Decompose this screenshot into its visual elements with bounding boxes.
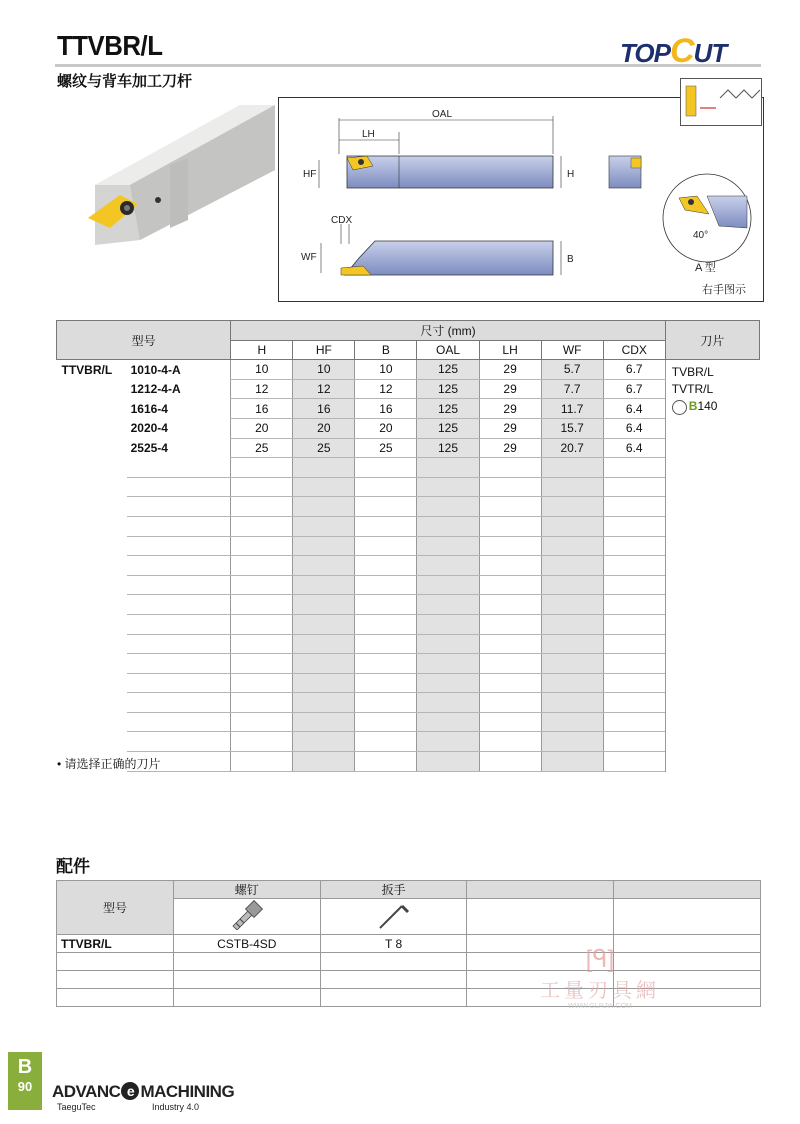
model-code: 1212-4-A	[130, 382, 181, 397]
page-ref-number: 140	[697, 399, 718, 414]
detail-label: A 型	[695, 262, 716, 274]
insert-cell	[665, 360, 759, 771]
screw-icon-cell	[173, 899, 320, 935]
watermark-logo-icon: [ᑫ]	[585, 946, 615, 973]
logo-part-c: C	[669, 32, 694, 70]
cell-oal: 125	[417, 399, 479, 419]
table-row	[57, 673, 760, 693]
table-row	[57, 712, 760, 732]
table-row	[57, 634, 760, 654]
magnifier-icon	[672, 400, 687, 415]
cell-h: 20	[231, 418, 293, 438]
cell-lh: 29	[479, 399, 541, 419]
wrench-icon	[374, 900, 414, 930]
table-row	[57, 458, 760, 478]
cell-wf: 11.7	[541, 399, 603, 419]
right-hand-note: 右手图示	[702, 284, 746, 296]
cell-oal: 125	[417, 418, 479, 438]
table-row	[57, 477, 760, 497]
tool-holder-illustration	[80, 100, 275, 270]
watermark	[540, 945, 660, 1010]
acc-header-empty-1	[467, 881, 614, 899]
advance-machining-brand: ADVANC e MACHINING	[52, 1082, 235, 1101]
insert-selection-note: • 请选择正确的刀片	[57, 757, 161, 771]
cell-cdx: 6.4	[603, 418, 665, 438]
label-wf: WF	[301, 252, 317, 263]
cell-wf: 5.7	[541, 360, 603, 380]
cell-wf: 15.7	[541, 418, 603, 438]
label-angle: 40°	[693, 230, 709, 241]
detail-view-a	[663, 174, 751, 296]
col-header-lh: LH	[479, 340, 541, 360]
section-tab	[8, 1052, 42, 1110]
brand-e-icon: e	[121, 1082, 139, 1100]
col-header-model: 型号	[57, 321, 231, 360]
page-subtitle: 螺纹与背车加工刀杆	[57, 73, 193, 90]
label-lh: LH	[362, 129, 375, 140]
model-code: 2525-4	[130, 440, 168, 455]
label-hf: HF	[303, 169, 317, 180]
end-view-drawing	[609, 156, 641, 188]
cell-b: 20	[355, 418, 417, 438]
table-row	[57, 497, 760, 517]
logo-part-ut: UT	[693, 38, 727, 68]
watermark-text: 工量刃具網	[540, 980, 660, 1002]
cell-hf: 12	[293, 379, 355, 399]
model-prefix: TTVBR/L	[61, 362, 113, 377]
cell-b: 16	[355, 399, 417, 419]
acc-header-empty-2	[614, 881, 761, 899]
side-view-drawing	[301, 215, 574, 275]
label-b: B	[567, 254, 574, 265]
insert-type: TVBR/L	[671, 365, 714, 380]
table-row	[57, 614, 760, 634]
cell-lh: 29	[479, 360, 541, 380]
table-row	[57, 379, 760, 399]
cell-wf: 20.7	[541, 438, 603, 458]
page-number: 90	[17, 1079, 33, 1094]
screw-icon	[227, 900, 267, 930]
brand-company: TaeguTec	[57, 1102, 96, 1112]
col-header-wf: WF	[541, 340, 603, 360]
label-cdx: CDX	[331, 215, 353, 226]
page-ref-letter: B	[688, 399, 698, 414]
table-row	[57, 732, 760, 752]
model-code: 2020-4	[130, 421, 168, 436]
page-reference[interactable]	[672, 398, 760, 415]
cell-b: 25	[355, 438, 417, 458]
cell-hf: 25	[293, 438, 355, 458]
cell-oal: 125	[417, 379, 479, 399]
cell-lh: 29	[479, 438, 541, 458]
cell-lh: 29	[479, 379, 541, 399]
section-letter: B	[17, 1056, 33, 1078]
col-header-h: H	[231, 340, 293, 360]
acc-wrench: T 8	[320, 935, 467, 953]
table-row	[57, 752, 760, 772]
table-row	[57, 595, 760, 615]
cell-lh: 29	[479, 418, 541, 438]
cell-cdx: 6.7	[603, 379, 665, 399]
table-row	[57, 438, 760, 458]
threading-schematic-icon	[680, 78, 762, 126]
col-header-cdx: CDX	[603, 340, 665, 360]
acc-header-model: 型号	[57, 881, 174, 935]
col-header-dimensions: 尺寸 (mm)	[231, 321, 666, 341]
table-row	[57, 693, 760, 713]
insert-type: TVTR/L	[671, 382, 714, 397]
table-row	[57, 556, 760, 576]
spec-table	[56, 320, 760, 772]
acc-header-wrench: 扳手	[320, 881, 467, 899]
cell-h: 25	[231, 438, 293, 458]
table-row	[57, 399, 760, 419]
label-h: H	[567, 169, 575, 180]
table-row	[57, 536, 760, 556]
cell-b: 12	[355, 379, 417, 399]
col-header-b: B	[355, 340, 417, 360]
cell-cdx: 6.4	[603, 438, 665, 458]
col-header-hf: HF	[293, 340, 355, 360]
model-code: 1616-4	[130, 401, 168, 416]
model-code: 1010-4-A	[130, 362, 181, 377]
dimension-diagram	[278, 97, 764, 302]
cell-h: 10	[231, 360, 293, 380]
accessories-title: 配件	[56, 857, 90, 876]
table-row	[57, 418, 760, 438]
acc-header-screw: 螺钉	[173, 881, 320, 899]
col-header-oal: OAL	[417, 340, 479, 360]
cell-hf: 20	[293, 418, 355, 438]
col-header-insert: 刀片	[665, 321, 759, 360]
table-row	[57, 360, 760, 380]
watermark-site: WWW.GLRJW.COM	[568, 1003, 632, 1010]
cell-hf: 10	[293, 360, 355, 380]
brand-tagline: Industry 4.0	[152, 1102, 200, 1112]
wrench-icon-cell	[320, 899, 467, 935]
acc-screw: CSTB-4SD	[173, 935, 320, 953]
cell-hf: 16	[293, 399, 355, 419]
cell-wf: 7.7	[541, 379, 603, 399]
label-oal: OAL	[432, 109, 453, 120]
cell-cdx: 6.4	[603, 399, 665, 419]
topcut-logo	[620, 32, 726, 71]
acc-model: TTVBR/L	[57, 935, 174, 953]
page-title: TTVBR/L	[57, 30, 163, 61]
table-row	[57, 575, 760, 595]
cell-b: 10	[355, 360, 417, 380]
top-view-drawing	[303, 109, 574, 188]
cell-cdx: 6.7	[603, 360, 665, 380]
cell-h: 12	[231, 379, 293, 399]
cell-h: 16	[231, 399, 293, 419]
cell-oal: 125	[417, 360, 479, 380]
cell-oal: 125	[417, 438, 479, 458]
table-row	[57, 516, 760, 536]
logo-part-top: TOP	[620, 38, 670, 68]
table-row	[57, 654, 760, 674]
